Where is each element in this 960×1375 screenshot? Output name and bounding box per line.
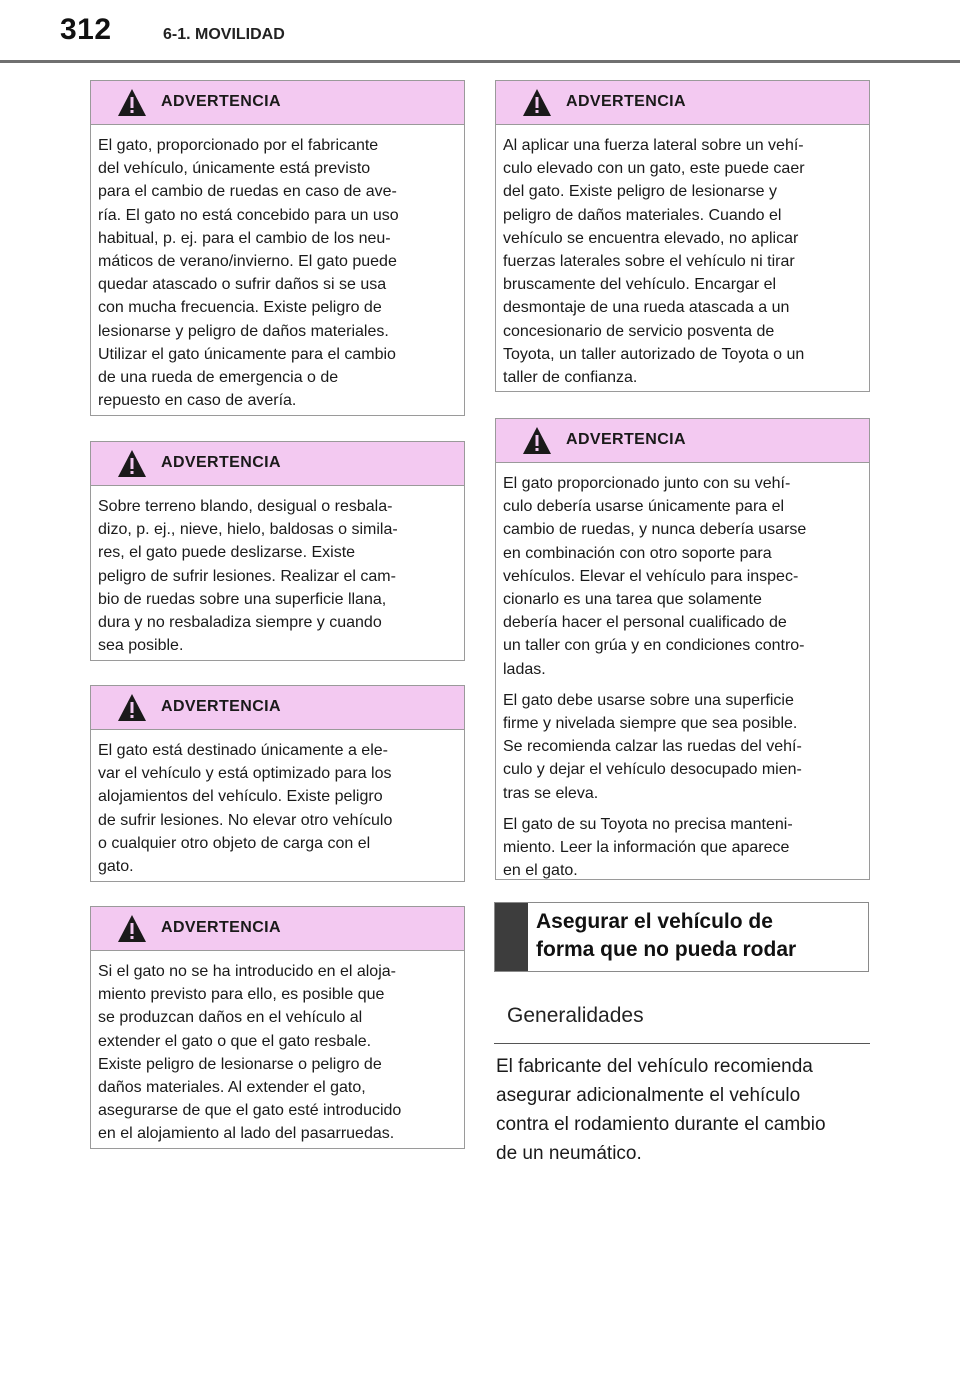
text-line: de una rueda de emergencia o de (98, 369, 339, 387)
text-line: peligro de daños materiales. Cuando el (503, 206, 782, 224)
text-line: Se recomienda calzar las ruedas del vehí- (503, 738, 802, 756)
text-line: habitual, p. ej. para el cambio de los neu- (98, 229, 391, 247)
text-line: Toyota, un taller autorizado de Toyota o un (503, 345, 805, 363)
text-line: lesionarse y peligro de daños materiales. (98, 322, 389, 340)
text-line: Existe peligro de lesionarse o peligro de (98, 1055, 382, 1073)
text-line: se produzcan daños en el vehículo al (98, 1009, 363, 1027)
warning-triangle-icon (117, 88, 147, 117)
text-line: culo debería usarse únicamente para el (503, 498, 785, 516)
text-line: en el gato. (503, 862, 578, 880)
body-paragraph (496, 1052, 871, 1168)
subheading-rule (494, 1043, 870, 1044)
text-line: daños materiales. Al extender el gato, (98, 1079, 366, 1097)
warning-triangle-icon (117, 449, 147, 478)
text-line: asegurarse de que el gato esté introducido (98, 1102, 402, 1120)
paragraph (503, 813, 857, 883)
text-line: res, el gato puede deslizarse. Existe (98, 544, 356, 562)
text-line: vehículos. Elevar el vehículo para inspec- (503, 567, 799, 585)
text-line: Si el gato no se ha introducido en el aloja- (98, 963, 396, 980)
text-line: dizo, p. ej., nieve, hielo, baldosas o simila- (98, 521, 398, 539)
text-line: contra el rodamiento durante el cambio (496, 1114, 826, 1135)
warning-title: ADVERTENCIA (161, 454, 281, 471)
text-line: miento previsto para ello, es posible que (98, 986, 385, 1004)
text-line: culo elevado con un gato, este puede caer (503, 160, 805, 178)
text-line: El gato está destinado únicamente a ele- (98, 742, 388, 759)
warning-header (496, 419, 869, 463)
text-line: ría. El gato no está concebido para un uso (98, 206, 399, 224)
text-line: gato. (98, 858, 134, 876)
text-line: concesionario de servicio posventa de (503, 322, 775, 340)
text-line: Al aplicar una fuerza lateral sobre un vehí- (503, 137, 804, 154)
heading-accent-bar (495, 903, 528, 971)
text-line: un taller con grúa y en condiciones contro- (503, 637, 805, 655)
text-line: peligro de sufrir lesiones. Realizar el cam- (98, 567, 396, 585)
text-line: tras se eleva. (503, 784, 599, 802)
text-line: dura y no resbaladiza siempre y cuando (98, 614, 382, 632)
page-number: 312 (60, 13, 112, 46)
warning-title: ADVERTENCIA (161, 93, 281, 110)
warning-title: ADVERTENCIA (161, 698, 281, 715)
warning-text (91, 486, 464, 657)
heading-line: Asegurar el vehículo de (536, 910, 773, 933)
text-line: taller de confianza. (503, 369, 638, 387)
warning-header (91, 686, 464, 730)
warning-box-3 (90, 685, 465, 882)
text-line: culo y dejar el vehículo desocupado mien- (503, 761, 802, 779)
warning-triangle-icon (522, 88, 552, 117)
text-line: extender el gato o que el gato resbale. (98, 1032, 372, 1050)
text-line: quedar atascado o sufrir daños si se usa (98, 276, 387, 294)
text-line: para el cambio de ruedas en caso de ave- (98, 183, 397, 201)
text-line: máticos de verano/invierno. El gato puede (98, 253, 397, 271)
warning-box-5 (495, 80, 870, 392)
text-line: con mucha frecuencia. Existe peligro de (98, 299, 382, 317)
text-line: cionarlo es una tarea que solamente (503, 591, 762, 609)
warning-title: ADVERTENCIA (566, 431, 686, 448)
page-header (0, 0, 960, 46)
section-title: 6-1. MOVILIDAD (163, 26, 285, 43)
heading-line: forma que no pueda rodar (536, 938, 797, 961)
text-line: vehículo se encuentra elevado, no aplicar (503, 229, 799, 247)
text-line: repuesto en caso de avería. (98, 392, 297, 410)
warning-triangle-icon (522, 426, 552, 455)
text-line: El fabricante del vehículo recomienda (496, 1056, 813, 1077)
text-line: El gato de su Toyota no precisa manteni- (503, 815, 793, 833)
text-line: de sufrir lesiones. No elevar otro vehículo (98, 811, 393, 829)
text-line: asegurar adicionalmente el vehículo (496, 1085, 801, 1106)
text-line: o cualquier otro objeto de carga con el (98, 834, 371, 852)
text-line: debería hacer el personal cualificado de (503, 614, 787, 632)
warning-triangle-icon (117, 914, 147, 943)
text-line: El gato, proporcionado por el fabricante (98, 137, 379, 154)
text-line: bruscamente del vehículo. Encargar el (503, 276, 777, 294)
section-heading-box (494, 902, 869, 972)
text-line: Sobre terreno blando, desigual o resbala- (98, 498, 393, 515)
warning-box-6 (495, 418, 870, 880)
warning-box-4 (90, 906, 465, 1149)
text-line: de un neumático. (496, 1143, 642, 1164)
text-line: del gato. Existe peligro de lesionarse y (503, 183, 777, 201)
warning-box-2 (90, 441, 465, 661)
header-divider (0, 60, 960, 63)
warning-title: ADVERTENCIA (161, 919, 281, 936)
text-line: en el alojamiento al lado del pasarruedas. (98, 1125, 395, 1143)
text-line: del vehículo, únicamente está previsto (98, 160, 371, 178)
warning-box-1 (90, 80, 465, 416)
text-line: fuerzas laterales sobre el vehículo ni tirar (503, 253, 795, 271)
text-line: cambio de ruedas, y nunca debería usarse (503, 521, 807, 539)
text-line: alojamientos del vehículo. Existe peligro (98, 788, 383, 806)
warning-triangle-icon (117, 693, 147, 722)
text-line: sea posible. (98, 637, 184, 655)
warning-text (496, 463, 869, 882)
warning-text (91, 125, 464, 412)
text-line: El gato debe usarse sobre una superficie (503, 691, 794, 709)
warning-text (91, 730, 464, 878)
text-line: miento. Leer la información que aparece (503, 839, 790, 857)
warning-text (91, 951, 464, 1146)
text-line: El gato proporcionado junto con su vehí- (503, 475, 791, 492)
paragraph (503, 472, 857, 681)
text-line: ladas. (503, 660, 546, 678)
warning-header (91, 442, 464, 486)
warning-title: ADVERTENCIA (566, 93, 686, 110)
subheading: Generalidades (507, 1004, 644, 1027)
warning-header (91, 81, 464, 125)
warning-header (496, 81, 869, 125)
text-line: bio de ruedas sobre una superficie llana, (98, 590, 387, 608)
warning-text (496, 125, 869, 389)
text-line: var el vehículo y está optimizado para los (98, 765, 392, 783)
text-line: firme y nivelada siempre que sea posible. (503, 715, 798, 733)
section-heading (536, 908, 856, 964)
text-line: en combinación con otro soporte para (503, 544, 772, 562)
warning-header (91, 907, 464, 951)
text-line: Utilizar el gato únicamente para el cambio (98, 345, 396, 363)
text-line: desmontaje de una rueda atascada a un (503, 299, 790, 317)
paragraph (503, 689, 857, 805)
